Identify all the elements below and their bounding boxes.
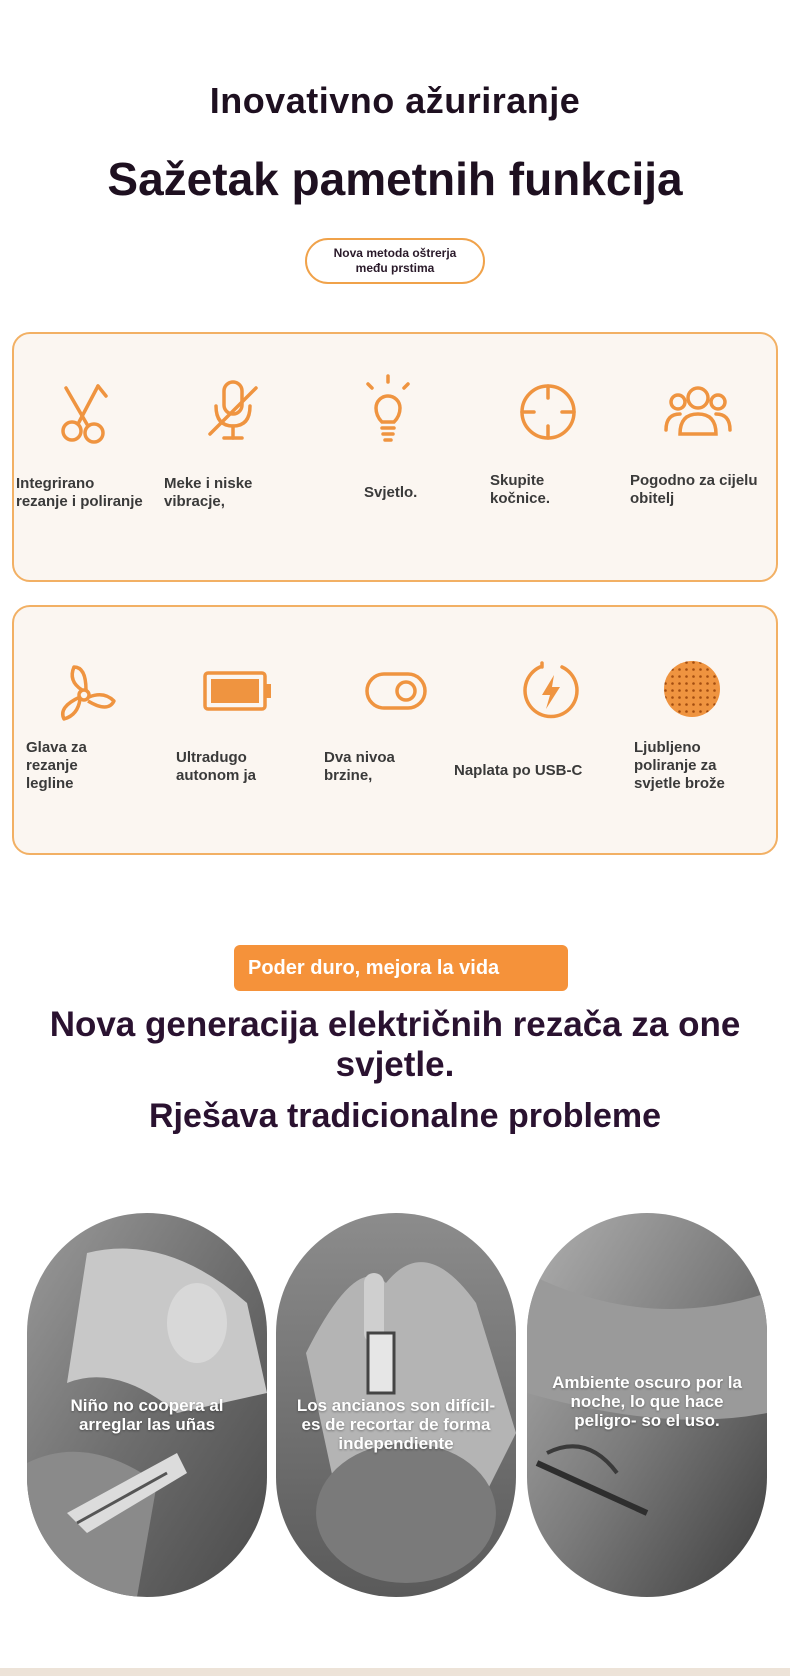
feature-label: Skupite kočnice. (490, 472, 551, 507)
page-subtitle: Sažetak pametnih funkcija (107, 153, 683, 205)
feature-label: Meke i niske vibracje, (164, 475, 253, 510)
problem-card-dark (527, 1213, 767, 1597)
feature-label: Integrirano rezanje i poliranje (16, 475, 143, 510)
page-title: Inovativno ažuriranje (209, 80, 581, 121)
problems-subheadline: Rješava tradicionalne probleme (148, 1097, 662, 1135)
polish-pad-icon (662, 659, 722, 719)
problem-card-elderly (276, 1213, 516, 1597)
problems-headline (0, 1005, 790, 1085)
feature-label: Dva nivoa brzine, (324, 749, 395, 784)
pill-line-2: među prstima (355, 261, 435, 275)
features-panel-1 (12, 332, 778, 582)
battery-icon (202, 669, 274, 713)
method-pill (305, 238, 485, 284)
feature-label: Ultradugo autonom ja (176, 749, 257, 784)
problem-card-text: Los ancianos son difícil- es de recortar de forma independiente (296, 1396, 496, 1453)
mute-mic-icon (204, 376, 264, 446)
crosshair-icon (516, 380, 580, 444)
feature-label: Ljubljeno poliranje za svjetle brože (634, 739, 725, 792)
usb-charge-icon (518, 659, 582, 723)
propeller-icon (56, 661, 120, 725)
family-icon (662, 382, 734, 438)
headline-line-2: svjetle. (335, 1045, 455, 1084)
problem-card-text: Niño no coopera al arreglar las uñas (70, 1396, 224, 1434)
problem-card-child (27, 1213, 267, 1597)
toggle-icon (364, 671, 428, 711)
light-bulb-icon (360, 374, 416, 446)
promo-banner: Poder duro, mejora la vida (234, 945, 568, 991)
feature-label: Pogodno za cijelu obitelj (630, 472, 758, 507)
feature-label: Svjetlo. (364, 484, 418, 501)
features-panel-2 (12, 605, 778, 855)
feature-label: Glava za rezanje legline (26, 739, 87, 792)
problem-card-text: Ambiente oscuro por la noche, lo que hace peligro- so el uso. (552, 1373, 742, 1430)
headline-line-1: Nova generacija električnih rezača za one (49, 1005, 741, 1044)
scissors-icon (54, 376, 118, 446)
feature-label: Naplata po USB-C (454, 762, 583, 779)
bottom-strip (0, 1668, 790, 1676)
pill-line-1: Nova metoda oštrerja (333, 246, 457, 260)
